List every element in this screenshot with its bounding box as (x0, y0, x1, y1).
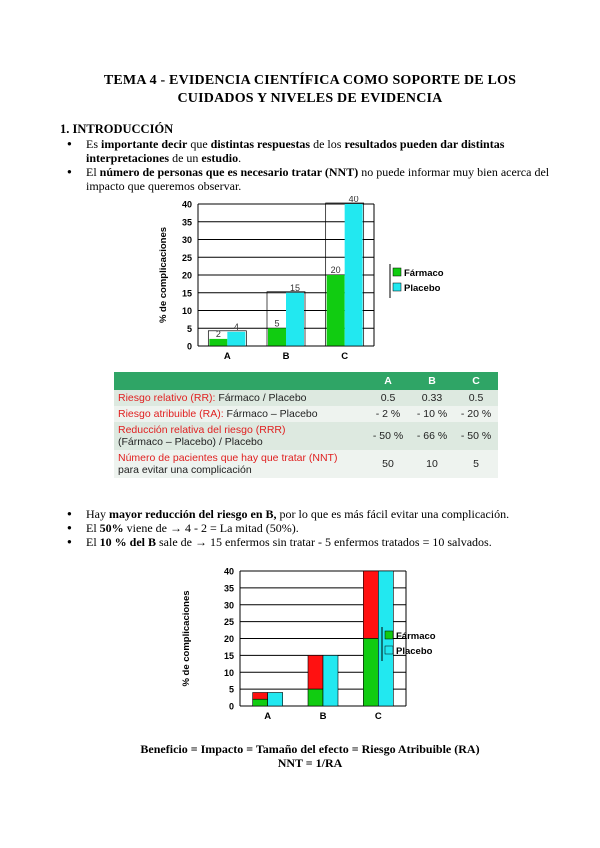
y-tick-label: 5 (186, 323, 192, 334)
bullet-1: ● Es importante decir que distintas respuestas de los resultados pueden dar distintas interpretaciones de un estudio. (86, 137, 556, 165)
bullet-3: ● Hay mayor reducción del riesgo en B, por lo que es más fácil evitar una complicación. (86, 507, 556, 521)
legend-label-farmaco: Fármaco (396, 631, 436, 642)
table-row: Reducción relativa del riesgo (RRR) (Fármaco – Placebo) / Placebo - 50 % - 66 % - 50 % (114, 422, 498, 450)
bar-farmaco (268, 328, 286, 346)
legend-swatch-farmaco (393, 268, 401, 276)
bar-farmaco (363, 639, 378, 707)
risk-table (114, 372, 498, 478)
bar-placebo (323, 655, 338, 706)
bar-placebo (227, 332, 245, 346)
y-tick-label: 40 (223, 566, 234, 577)
bar-farmaco (308, 689, 323, 706)
bar-farmaco (253, 699, 268, 706)
bar-risk-reduction (308, 655, 323, 689)
footer-formula: Beneficio = Impacto = Tamaño del efecto = Riesgo Atribuible (RA) (140, 742, 480, 756)
y-tick-label: 20 (223, 634, 234, 644)
bar-placebo (345, 204, 363, 346)
legend-label-placebo: Placebo (404, 283, 441, 294)
y-tick-label: 35 (223, 583, 234, 594)
x-tick-label: A (223, 351, 231, 362)
y-tick-label: 35 (181, 217, 192, 228)
legend-label-farmaco: Fármaco (404, 268, 444, 279)
x-tick-label: A (264, 711, 272, 722)
bar-farmaco (209, 339, 227, 346)
data-label-placebo: 15 (289, 282, 301, 293)
data-label-placebo: 4 (233, 321, 239, 332)
section-heading: 1. INTRODUCCIÓN (60, 122, 174, 136)
title-line-1: TEMA 4 - EVIDENCIA CIENTÍFICA COMO SOPORTE DE LOS (103, 73, 517, 88)
data-label-farmaco: 20 (330, 265, 341, 275)
bullet-5: ● El 10 % del B sale de → 15 enfermos sin tratar - 5 enfermos tratados = 10 salvados. (86, 535, 556, 549)
y-tick-label: 10 (223, 667, 234, 678)
bullet-2: ● El número de personas que es necesario tratar (NNT) no puede informar muy bien acerca del impacto que queremos observar. (86, 165, 556, 193)
bar-placebo (268, 693, 283, 707)
y-tick-label: 15 (223, 650, 234, 661)
legend-label-placebo: Placebo (396, 646, 433, 657)
table-row: Riesgo relativo (RR): Fármaco / Placebo 0.5 0.33 0.5 (114, 390, 498, 406)
y-tick-label: 0 (186, 341, 192, 352)
y-tick-label: 10 (181, 306, 192, 316)
table-header-b: B (410, 372, 454, 390)
y-tick-label: 40 (181, 199, 192, 210)
y-tick-label: 0 (228, 701, 234, 712)
y-tick-label: 30 (181, 235, 192, 245)
y-tick-label: 20 (181, 270, 192, 281)
bar-placebo (286, 293, 304, 346)
table-header-a: A (366, 372, 410, 390)
bullet-4: ● El 50% viene de → 4 - 2 = La mitad (50%). (86, 521, 556, 535)
y-axis-label: % de complicaciones (158, 226, 169, 324)
x-tick-label: B (282, 351, 290, 362)
y-tick-label: 30 (223, 600, 234, 611)
x-tick-label: C (341, 351, 349, 362)
y-tick-label: 25 (223, 617, 234, 628)
table-row: Número de pacientes que hay que tratar (NNT) para evitar una complicación 50 10 5 (114, 450, 498, 478)
x-tick-label: B (319, 711, 327, 722)
y-tick-label: 5 (228, 684, 234, 695)
legend-swatch-placebo (385, 646, 393, 654)
y-tick-label: 15 (181, 288, 192, 299)
bar-risk-reduction (253, 693, 268, 700)
legend-swatch-farmaco (385, 631, 393, 639)
chart-risk-reduction (175, 563, 455, 733)
data-label-placebo: 40 (348, 196, 359, 204)
footer-nnt: NNT = 1/RA (277, 756, 343, 770)
data-label-farmaco: 5 (274, 318, 280, 329)
bar-risk-reduction (363, 571, 378, 639)
title-line-2: CUIDADOS Y NIVELES DE EVIDENCIA (177, 91, 443, 106)
table-row: Riesgo atribuible (RA): Fármaco – Placebo - 2 % - 10 % - 20 % (114, 406, 498, 422)
legend-swatch-placebo (393, 283, 401, 291)
x-tick-label: C (374, 711, 382, 722)
data-label-farmaco: 2 (215, 328, 221, 339)
table-header-blank (114, 372, 366, 390)
bar-farmaco (327, 275, 345, 346)
chart-complications-labeled (150, 196, 460, 366)
page-title (60, 72, 560, 108)
y-tick-label: 25 (181, 252, 192, 263)
table-header-c: C (454, 372, 498, 390)
y-axis-label: % de complicaciones (181, 590, 192, 687)
